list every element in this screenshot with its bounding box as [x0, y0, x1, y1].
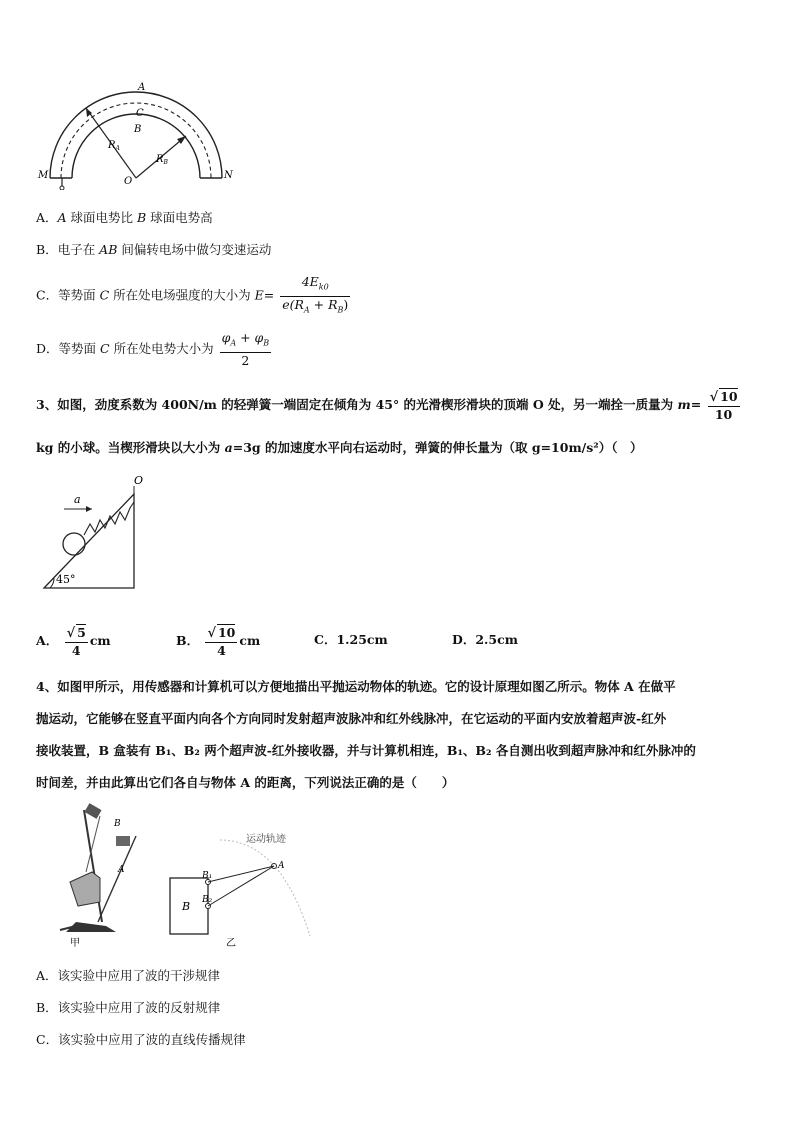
q3-option-c: C．1.25cm — [314, 632, 388, 647]
q4-line1: 4、如图甲所示，用传感器和计算机可以方便地描出平抛运动物体的轨迹。它的设计原理如图乙所示。物体 A 在做平 — [36, 679, 676, 694]
label-A: A — [138, 82, 146, 93]
q2-option-a: A．A 球面电势比 B 球面电势高 — [36, 210, 213, 225]
label-N: N — [224, 170, 233, 181]
spring — [84, 502, 134, 535]
q2-option-b: B．电子在 AB 间偏转电场中做匀变速运动 — [36, 242, 272, 257]
mass-fraction: $\frac{√ 10}{10}$ — [709, 389, 738, 422]
box-B-label: B — [182, 900, 191, 913]
yi-caption: 乙 — [226, 938, 236, 949]
label-RB: $R_B$ — [156, 154, 168, 166]
trajectory-curve — [220, 840, 310, 936]
A-label: A — [278, 861, 285, 871]
q4-option-a: A．该实验中应用了波的干涉规律 — [36, 968, 221, 983]
label-O: O — [124, 176, 133, 187]
B1-label: B₁ — [202, 871, 213, 881]
angle-label: 45° — [56, 573, 76, 586]
outer-arc — [50, 92, 222, 178]
q4-line3: 接收装置，B 盒装有 B₁、B₂ 两个超声波-红外接收器，并与计算机相连，B₁、B₂ 各自测出收到超声脉冲和红外脉冲的 — [36, 743, 696, 758]
jia-caption: 甲 — [70, 938, 80, 949]
jia-B-label: B — [114, 819, 121, 829]
point-O-label: O — [134, 474, 144, 487]
label-C: C — [136, 108, 144, 119]
wedge-figure — [40, 472, 150, 594]
jia-A-label: A — [118, 865, 125, 875]
field-fraction: $\frac{4E_{k0}}{e(R_A + R_B)}$ — [282, 274, 349, 314]
label-B: B — [134, 124, 142, 135]
schematic-figure-yi — [160, 826, 320, 950]
B2-label: B₂ — [202, 895, 213, 905]
q3-option-d: D．2.5cm — [452, 632, 518, 647]
q3-stem-line1: 3、如图，劲度系数为 400N/m 的轻弹簧一端固定在倾角为 45° 的光滑楔形滑块的顶端 O 处，另一端拴一质量为 m= $\frac{√ 10}{10}$ — [36, 389, 738, 422]
q2-option-d: D．等势面 C 所在处电势大小为 $\frac{\varphi_A + \varphi_B}{2}$ — [36, 330, 270, 368]
apparatus-figure-jia — [56, 802, 156, 950]
trajectory-label: 运动轨迹 — [246, 834, 286, 845]
q3-option-b: B． $\frac{√ 10}{4}$ cm — [176, 625, 261, 658]
deflector-figure — [36, 78, 236, 190]
q4-option-c: C．该实验中应用了波的直线传播规律 — [36, 1032, 246, 1047]
potential-fraction: $\frac{\varphi_A + \varphi_B}{2}$ — [221, 330, 270, 368]
q3-stem-line2: kg 的小球。当楔形滑块以大小为 a=3g 的加速度水平向右运动时，弹簧的伸长量为（取 g=10m/s²）（ ） — [36, 440, 643, 455]
q4-line4: 时间差，并由此算出它们各自与物体 A 的距离，下列说法正确的是（ ） — [36, 775, 455, 790]
q4-line2: 抛运动，它能够在竖直平面内向各个方向同时发射超声波脉冲和红外线脉冲，在它运动的平面内安放着超声波-红外 — [36, 711, 667, 726]
q2-option-c: C．等势面 C 所在处电场强度的大小为 E= $\frac{4E_{k0}}{e(R_A + R_B)}$ — [36, 274, 352, 318]
accel-label: a — [74, 493, 81, 506]
label-M: M — [38, 170, 49, 181]
q3-option-a: A． $\frac{√ 5}{4}$ cm — [36, 625, 111, 658]
label-RA: $R_A$ — [108, 140, 120, 152]
q4-option-b: B．该实验中应用了波的反射规律 — [36, 1000, 221, 1015]
